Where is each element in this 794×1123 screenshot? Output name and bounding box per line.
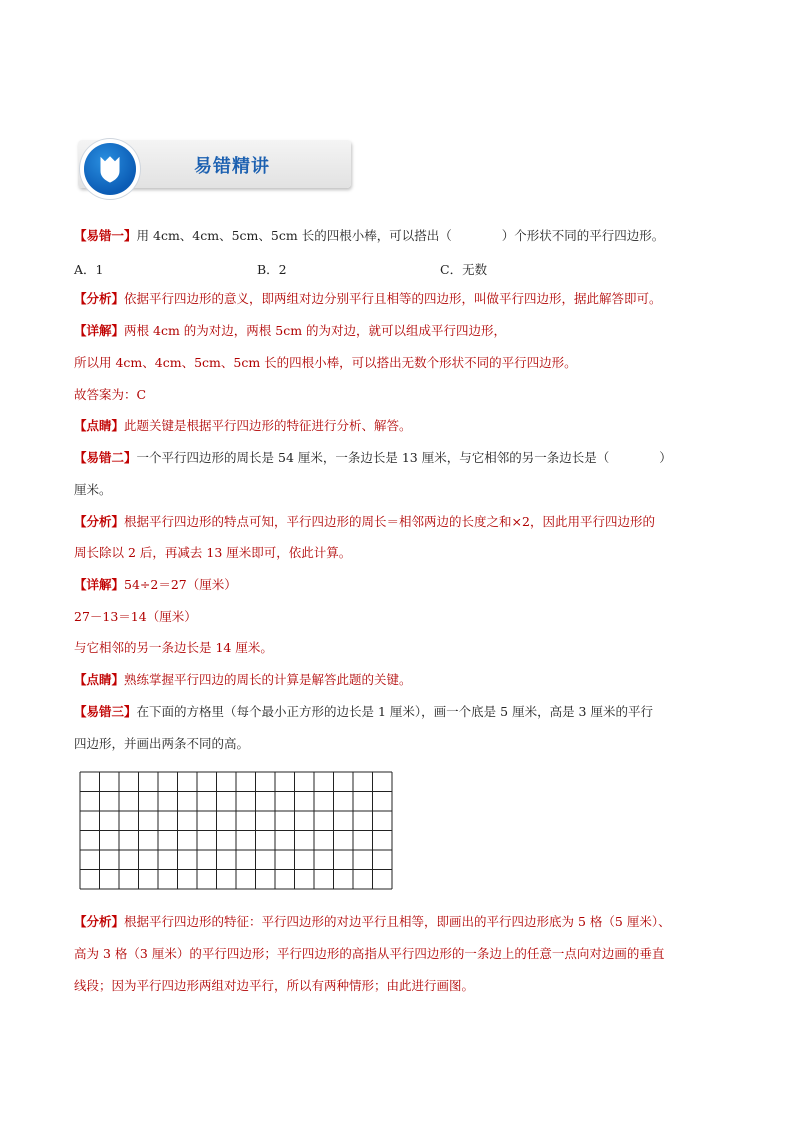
q3-analysis-line-3: 线段；因为平行四边形两组对边平行，所以有两种情形；由此进行画图。 bbox=[74, 978, 475, 993]
q2-comment bbox=[74, 672, 412, 688]
option-c: C．无数 bbox=[440, 262, 488, 277]
analysis-tag: 【分析】 bbox=[74, 914, 125, 929]
question-3-text: 在下面的方格里（每个最小正方形的边长是 1 厘米），画一个底是 5 厘米，高是 3 厘米的平行 bbox=[136, 704, 653, 719]
option-b: B．2 bbox=[257, 262, 287, 277]
q1-answer: 故答案为：C bbox=[74, 387, 147, 402]
analysis-tag: 【分析】 bbox=[74, 514, 125, 529]
q3-analysis bbox=[74, 914, 671, 930]
comment-tag: 【点睛】 bbox=[74, 672, 125, 687]
detail-text: 54÷2＝27（厘米） bbox=[124, 577, 237, 592]
detail-tag: 【详解】 bbox=[74, 577, 125, 592]
question-1 bbox=[74, 228, 664, 244]
comment-tag: 【点睛】 bbox=[74, 418, 125, 433]
analysis-text: 根据平行四边形的特点可知，平行四边形的周长＝相邻两边的长度之和×2，因此用平行四边形的 bbox=[124, 514, 655, 529]
q1-detail bbox=[74, 323, 506, 339]
question-1-tag: 【易错一】 bbox=[74, 228, 137, 243]
comment-text: 熟练掌握平行四边的周长的计算是解答此题的关键。 bbox=[124, 672, 412, 687]
option-a: A．1 bbox=[74, 262, 104, 277]
square-grid bbox=[79, 771, 395, 895]
question-3 bbox=[74, 704, 653, 720]
analysis-text: 依据平行四边形的意义，即两组对边分别平行且相等的四边形，叫做平行四边形，据此解答即可。 bbox=[124, 291, 662, 306]
page-title: 易错精讲 bbox=[194, 156, 270, 177]
question-1-text: 用 4cm、4cm、5cm、5cm 长的四根小棒，可以搭出（ ）个形状不同的平行四边形。 bbox=[136, 228, 665, 243]
q1-comment bbox=[74, 418, 412, 434]
q2-detail-line-2: 27－13＝14（厘米） bbox=[74, 609, 197, 624]
analysis-text: 根据平行四边形的特征：平行四边形的对边平行且相等，即画出的平行四边形底为 5 格（5 厘米）、 bbox=[124, 914, 671, 929]
comment-text: 此题关键是根据平行四边形的特征进行分析、解答。 bbox=[124, 418, 412, 433]
shield-icon bbox=[84, 143, 136, 195]
q1-detail-line-2: 所以用 4cm、4cm、5cm、5cm 长的四根小棒，可以搭出无数个形状不同的平行四边形。 bbox=[74, 355, 577, 370]
question-3-tag: 【易错三】 bbox=[74, 704, 137, 719]
q3-analysis-line-2: 高为 3 格（3 厘米）的平行四边形；平行四边形的高指从平行四边形的一条边上的任意一点向对边画的垂直 bbox=[74, 946, 665, 961]
question-2-tag: 【易错二】 bbox=[74, 450, 137, 465]
detail-text: 两根 4cm 的为对边，两根 5cm 的为对边，就可以组成平行四边形， bbox=[124, 323, 507, 338]
q2-analysis bbox=[74, 514, 655, 530]
question-2 bbox=[74, 450, 672, 466]
q1-analysis bbox=[74, 291, 662, 307]
question-2-text-line-2: 厘米。 bbox=[74, 482, 112, 497]
detail-tag: 【详解】 bbox=[74, 323, 125, 338]
analysis-tag: 【分析】 bbox=[74, 291, 125, 306]
q2-detail bbox=[74, 577, 237, 593]
grid-svg bbox=[79, 771, 395, 891]
question-2-text: 一个平行四边形的周长是 54 厘米，一条边长是 13 厘米，与它相邻的另一条边长是（ ） bbox=[136, 450, 672, 465]
q2-analysis-line-2: 周长除以 2 后，再减去 13 厘米即可，依此计算。 bbox=[74, 545, 352, 560]
question-3-text-line-2: 四边形，并画出两条不同的高。 bbox=[74, 736, 250, 751]
q2-detail-line-3: 与它相邻的另一条边长是 14 厘米。 bbox=[74, 640, 273, 655]
